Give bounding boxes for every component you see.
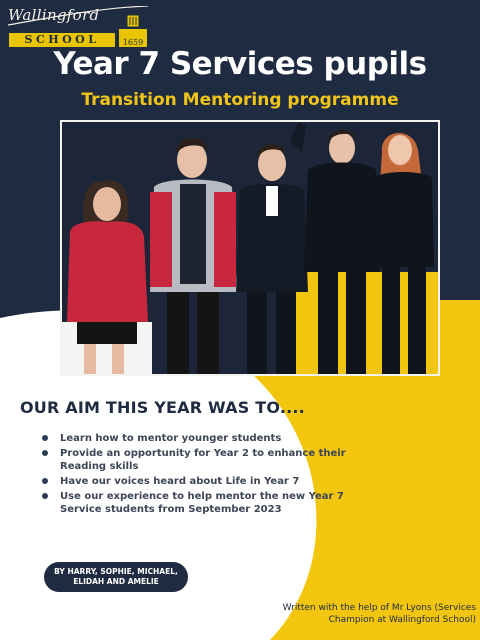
aim-item xyxy=(42,447,362,473)
authors-badge xyxy=(44,562,188,592)
aim-item-text: Use our experience to help mentor the new Year 7 Service students from September 2023 xyxy=(60,491,344,515)
aim-item xyxy=(42,432,362,445)
credit-text xyxy=(262,602,476,626)
logo-name: Wallingford xyxy=(8,6,100,24)
aim-item-text: Have our voices heard about Life in Year 7 xyxy=(60,476,300,487)
authors-line-1: BY HARRY, SOPHIE, MICHAEL, xyxy=(54,567,178,576)
group-photo xyxy=(60,120,440,376)
credit-line-2: Champion at Wallingford School) xyxy=(328,615,476,625)
school-logo xyxy=(8,6,148,46)
bullet-icon xyxy=(42,478,48,484)
bullet-icon xyxy=(42,435,48,441)
group-photo-illustration xyxy=(62,122,438,374)
aim-item-text: Provide an opportunity for Year 2 to enhance their Reading skills xyxy=(60,448,346,472)
logo-school-text: SCHOOL xyxy=(8,32,116,48)
authors-line-2: ELIDAH AND AMELIE xyxy=(73,577,159,586)
aim-item-text: Learn how to mentor younger students xyxy=(60,433,282,444)
bullet-icon xyxy=(42,493,48,499)
page-title: Year 7 Services pupils xyxy=(53,46,427,82)
page-subtitle: Transition Mentoring programme xyxy=(81,90,399,110)
credit-line-1: Written with the help of Mr Lyons (Services xyxy=(282,603,476,613)
logo-year: 1659 xyxy=(118,28,148,48)
bullet-icon xyxy=(42,450,48,456)
aim-list xyxy=(42,432,362,518)
aim-heading: OUR AIM THIS YEAR WAS TO.... xyxy=(20,398,305,417)
aim-item xyxy=(42,490,362,516)
crest-icon xyxy=(126,14,140,28)
aim-item xyxy=(42,475,362,488)
